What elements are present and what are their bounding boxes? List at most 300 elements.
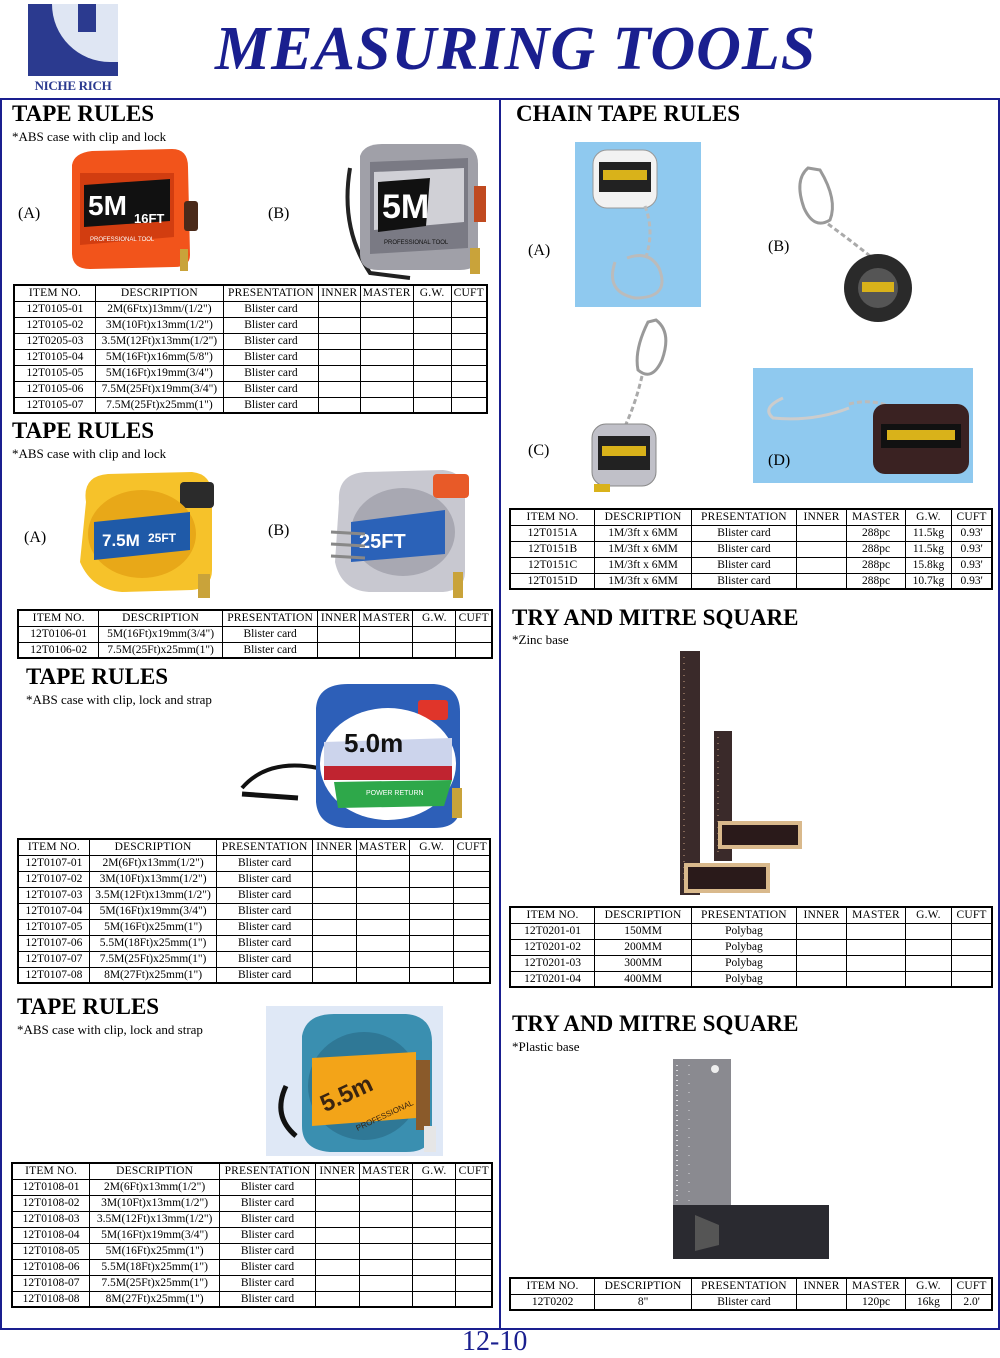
tape-print: 5M xyxy=(88,190,127,221)
column-header: ITEM NO. xyxy=(12,1163,90,1179)
table-row xyxy=(18,855,490,871)
section-subtitle: *ABS case with clip, lock and strap xyxy=(26,692,212,707)
column-header: MASTER xyxy=(847,907,905,923)
table-cell xyxy=(412,1259,456,1275)
table-cell xyxy=(454,887,490,903)
section-title: TAPE RULES xyxy=(12,418,155,443)
table-cell xyxy=(315,1275,359,1291)
table-cell: 12T0105-05 xyxy=(14,365,95,381)
column-header: G.W. xyxy=(905,1278,951,1294)
table-cell: 12T0108-07 xyxy=(12,1275,90,1291)
table-cell: 2M(6Ft)x13mm(1/2") xyxy=(90,1179,220,1195)
table-cell xyxy=(413,365,451,381)
table-cell: 12T0151D xyxy=(510,573,595,589)
table-cell: 12T0107-07 xyxy=(18,951,89,967)
spec-table xyxy=(509,508,993,590)
table-cell: Blister card xyxy=(223,349,318,365)
table-row xyxy=(12,1259,492,1275)
tape-print: 7.5M xyxy=(102,531,140,550)
table-cell: 10.7kg xyxy=(905,573,951,589)
table-cell xyxy=(360,397,413,413)
column-header: MASTER xyxy=(847,1278,905,1294)
table-header-row xyxy=(18,610,492,626)
column-header: CUFT xyxy=(952,1278,992,1294)
column-header: INNER xyxy=(318,285,360,301)
table-cell: Blister card xyxy=(220,1259,316,1275)
table-cell: 8M(27Ft)x25mm(1") xyxy=(89,967,216,983)
table-cell xyxy=(454,903,490,919)
table-cell xyxy=(454,967,490,983)
section-subtitle: *Plastic base xyxy=(512,1039,580,1054)
table-cell xyxy=(451,349,487,365)
chain-tape-c-image xyxy=(576,312,676,497)
table-cell: 3.5M(12Ft)x13mm(1/2") xyxy=(95,333,223,349)
table-cell: 12T0151A xyxy=(510,525,595,541)
table-cell: 11.5kg xyxy=(905,525,951,541)
tape-rule-a-image xyxy=(72,462,222,602)
tape-print: PROFESSIONAL xyxy=(354,1098,415,1133)
table-cell xyxy=(409,919,454,935)
table-cell: Blister card xyxy=(220,1275,316,1291)
table-cell: 11.5kg xyxy=(905,541,951,557)
table-cell xyxy=(456,626,492,642)
table-cell xyxy=(796,939,846,955)
table-cell: Blister card xyxy=(223,333,318,349)
table-row xyxy=(14,333,487,349)
column-header: ITEM NO. xyxy=(18,839,89,855)
table-row xyxy=(18,642,492,658)
table-row xyxy=(12,1275,492,1291)
table-cell xyxy=(456,642,492,658)
tape-print: 25FT xyxy=(148,531,177,545)
table-cell: 12T0108-08 xyxy=(12,1291,90,1307)
product-label: (C) xyxy=(528,442,550,459)
table-cell xyxy=(359,1195,412,1211)
product-label: (B) xyxy=(768,238,790,255)
table-cell: 12T0107-08 xyxy=(18,967,89,983)
column-header: CUFT xyxy=(456,610,492,626)
table-cell: 3M(10Ft)x13mm(1/2") xyxy=(89,871,216,887)
tape-rule-b-image xyxy=(330,138,500,283)
column-header: DESCRIPTION xyxy=(595,509,692,525)
table-cell xyxy=(315,1227,359,1243)
table-cell: 12T0107-02 xyxy=(18,871,89,887)
table-cell xyxy=(409,951,454,967)
table-cell xyxy=(315,1211,359,1227)
table-cell: 8" xyxy=(595,1294,692,1310)
section-subtitle: *ABS case with clip, lock and strap xyxy=(17,1022,203,1037)
table-header-row xyxy=(510,907,992,923)
table-row xyxy=(12,1179,492,1195)
table-cell: 1M/3ft x 6MM xyxy=(595,525,692,541)
table-cell xyxy=(952,923,992,939)
table-header-row xyxy=(510,509,992,525)
table-cell: 400MM xyxy=(595,971,692,987)
table-cell: Blister card xyxy=(217,935,313,951)
table-cell xyxy=(451,317,487,333)
table-cell: 1M/3ft x 6MM xyxy=(595,557,692,573)
spec-table xyxy=(11,1162,493,1308)
table-cell: 7.5M(25Ft)x25mm(1") xyxy=(89,951,216,967)
tape-rule-image xyxy=(238,678,468,838)
table-cell: 12T0108-06 xyxy=(12,1259,90,1275)
table-cell xyxy=(456,1259,492,1275)
column-header: CUFT xyxy=(456,1163,492,1179)
table-cell: Blister card xyxy=(223,317,318,333)
tape-print: 25FT xyxy=(359,531,406,553)
table-cell: 0.93' xyxy=(952,541,992,557)
table-cell xyxy=(360,642,413,658)
table-cell: 12T0107-05 xyxy=(18,919,89,935)
page-title: MEASURING TOOLS xyxy=(215,15,817,83)
column-header: DESCRIPTION xyxy=(99,610,222,626)
table-cell xyxy=(456,1275,492,1291)
table-cell: Blister card xyxy=(223,301,318,317)
product-label: (D) xyxy=(768,452,791,469)
table-cell: 12T0108-03 xyxy=(12,1211,90,1227)
table-cell: 5.5M(18Ft)x25mm(1") xyxy=(89,935,216,951)
column-header: PRESENTATION xyxy=(220,1163,316,1179)
table-cell xyxy=(796,923,846,939)
table-row xyxy=(510,525,992,541)
table-cell: 3.5M(12Ft)x13mm(1/2") xyxy=(89,887,216,903)
table-cell xyxy=(315,1259,359,1275)
brand-logo xyxy=(28,4,118,96)
column-header: MASTER xyxy=(356,839,409,855)
table-row xyxy=(18,967,490,983)
column-header: CUFT xyxy=(451,285,487,301)
product-label: (B) xyxy=(268,522,290,539)
table-cell: Blister card xyxy=(691,557,796,573)
table-cell xyxy=(796,1294,846,1310)
table-cell xyxy=(413,317,451,333)
table-cell xyxy=(356,967,409,983)
table-row xyxy=(18,887,490,903)
table-cell: 12T0106-02 xyxy=(18,642,99,658)
table-cell xyxy=(413,333,451,349)
table-cell xyxy=(796,541,846,557)
tape-print: 16FT xyxy=(134,211,165,226)
table-cell: 12T0201-04 xyxy=(510,971,595,987)
table-cell xyxy=(360,317,413,333)
column-header: ITEM NO. xyxy=(14,285,95,301)
table-cell xyxy=(312,887,356,903)
column-header: PRESENTATION xyxy=(691,1278,796,1294)
table-cell: 7.5M(25Ft)x25mm(1") xyxy=(99,642,222,658)
table-cell: Blister card xyxy=(220,1243,316,1259)
table-cell: Polybag xyxy=(691,955,796,971)
section-subtitle: *ABS case with clip and lock xyxy=(12,446,167,461)
table-cell: 0.93' xyxy=(952,525,992,541)
table-cell: 12T0108-01 xyxy=(12,1179,90,1195)
table-cell xyxy=(318,365,360,381)
table-cell: 1M/3ft x 6MM xyxy=(595,573,692,589)
table-cell xyxy=(451,381,487,397)
column-header: G.W. xyxy=(409,839,454,855)
table-cell: 12T0107-06 xyxy=(18,935,89,951)
spec-table xyxy=(13,284,488,414)
column-header: INNER xyxy=(796,1278,846,1294)
table-cell xyxy=(413,349,451,365)
column-header: CUFT xyxy=(454,839,490,855)
table-row xyxy=(18,935,490,951)
table-cell xyxy=(315,1243,359,1259)
section-title: TAPE RULES xyxy=(12,101,155,126)
table-cell xyxy=(359,1179,412,1195)
table-cell xyxy=(454,951,490,967)
table-cell: 7.5M(25Ft)x19mm(3/4") xyxy=(95,381,223,397)
table-cell xyxy=(454,919,490,935)
column-header: ITEM NO. xyxy=(510,509,595,525)
table-cell xyxy=(312,919,356,935)
column-header: MASTER xyxy=(360,285,413,301)
table-cell: 1M/3ft x 6MM xyxy=(595,541,692,557)
table-row xyxy=(510,541,992,557)
product-label: (A) xyxy=(18,205,41,222)
table-cell xyxy=(413,642,456,658)
table-cell xyxy=(456,1227,492,1243)
table-cell xyxy=(451,333,487,349)
table-row xyxy=(510,557,992,573)
column-header: DESCRIPTION xyxy=(595,907,692,923)
column-header: MASTER xyxy=(360,610,413,626)
product-label: (B) xyxy=(268,205,290,222)
table-cell: 5M(16Ft)x19mm(3/4") xyxy=(89,903,216,919)
table-cell: 12T0105-06 xyxy=(14,381,95,397)
table-cell xyxy=(413,397,451,413)
table-cell: Blister card xyxy=(220,1179,316,1195)
table-cell xyxy=(318,333,360,349)
table-cell xyxy=(356,887,409,903)
table-cell: Blister card xyxy=(217,951,313,967)
table-row xyxy=(510,573,992,589)
spec-table xyxy=(17,609,493,659)
table-cell: 16kg xyxy=(905,1294,951,1310)
section-subtitle: *Zinc base xyxy=(512,632,569,647)
table-cell xyxy=(409,935,454,951)
table-cell xyxy=(409,903,454,919)
table-row xyxy=(12,1227,492,1243)
table-cell xyxy=(456,1243,492,1259)
section-subtitle: *ABS case with clip and lock xyxy=(12,129,167,144)
tape-print: PROFESSIONAL TOOL xyxy=(384,240,449,246)
section-title: TAPE RULES xyxy=(17,994,160,1019)
table-cell xyxy=(312,967,356,983)
table-cell: 3.5M(12Ft)x13mm(1/2") xyxy=(90,1211,220,1227)
table-cell: 5.5M(18Ft)x25mm(1") xyxy=(90,1259,220,1275)
table-header-row xyxy=(510,1278,992,1294)
table-cell xyxy=(356,919,409,935)
table-cell xyxy=(905,971,951,987)
table-cell xyxy=(356,903,409,919)
table-row xyxy=(510,923,992,939)
tape-print: PROFESSIONAL TOOL xyxy=(90,237,155,243)
chain-tape-a-image xyxy=(575,142,701,307)
table-cell xyxy=(360,349,413,365)
table-cell xyxy=(952,939,992,955)
table-cell xyxy=(409,967,454,983)
table-cell xyxy=(359,1227,412,1243)
brand-name: NICHE RICH xyxy=(34,78,112,93)
spec-table xyxy=(17,838,491,984)
table-cell: Blister card xyxy=(217,967,313,983)
table-cell: 5M(16Ft)x19mm(3/4") xyxy=(90,1227,220,1243)
table-cell xyxy=(318,381,360,397)
table-cell xyxy=(359,1291,412,1307)
table-cell: 12T0201-01 xyxy=(510,923,595,939)
table-cell: 15.8kg xyxy=(905,557,951,573)
table-cell xyxy=(360,626,413,642)
table-cell: 288pc xyxy=(847,525,905,541)
table-cell xyxy=(318,397,360,413)
tape-rule-b-image xyxy=(325,462,475,602)
chain-tape-b-image xyxy=(790,160,915,330)
table-cell xyxy=(847,939,905,955)
table-cell xyxy=(412,1275,456,1291)
table-row xyxy=(12,1195,492,1211)
page-number: 12-10 xyxy=(462,1326,528,1357)
section-title: TRY AND MITRE SQUARE xyxy=(512,605,799,630)
table-cell xyxy=(409,871,454,887)
table-cell xyxy=(359,1259,412,1275)
column-header: PRESENTATION xyxy=(217,839,313,855)
column-header: CUFT xyxy=(952,907,992,923)
table-cell xyxy=(413,381,451,397)
table-cell xyxy=(318,317,360,333)
column-header: PRESENTATION xyxy=(222,610,318,626)
table-cell xyxy=(847,923,905,939)
table-cell: 5M(16Ft)x25mm(1") xyxy=(89,919,216,935)
table-row xyxy=(510,971,992,987)
table-cell: Blister card xyxy=(691,1294,796,1310)
table-cell: Blister card xyxy=(220,1211,316,1227)
table-cell xyxy=(847,955,905,971)
tape-print: 5M xyxy=(382,188,430,226)
table-cell xyxy=(456,1211,492,1227)
table-header-row xyxy=(18,839,490,855)
table-header-row xyxy=(14,285,487,301)
table-cell xyxy=(318,349,360,365)
table-cell: 3M(10Ft)x13mm(1/2") xyxy=(90,1195,220,1211)
table-cell: 12T0201-02 xyxy=(510,939,595,955)
table-cell xyxy=(359,1275,412,1291)
table-cell: 12T0105-01 xyxy=(14,301,95,317)
table-row xyxy=(14,349,487,365)
table-cell: Blister card xyxy=(222,642,318,658)
column-header: ITEM NO. xyxy=(510,1278,595,1294)
column-header: PRESENTATION xyxy=(223,285,318,301)
table-cell xyxy=(412,1211,456,1227)
section-title: CHAIN TAPE RULES xyxy=(516,101,741,126)
table-cell xyxy=(360,381,413,397)
table-row xyxy=(14,301,487,317)
table-cell xyxy=(952,971,992,987)
table-cell xyxy=(454,855,490,871)
column-header: INNER xyxy=(796,907,846,923)
table-row xyxy=(18,903,490,919)
table-row xyxy=(12,1211,492,1227)
table-cell: Blister card xyxy=(220,1195,316,1211)
table-cell: 12T0151B xyxy=(510,541,595,557)
table-cell: 12T0105-07 xyxy=(14,397,95,413)
table-cell: Blister card xyxy=(220,1227,316,1243)
table-row xyxy=(12,1291,492,1307)
table-cell: 288pc xyxy=(847,541,905,557)
table-cell: 12T0201-03 xyxy=(510,955,595,971)
table-cell: Blister card xyxy=(223,397,318,413)
tape-print: 5.0m xyxy=(344,728,404,758)
table-cell xyxy=(409,887,454,903)
table-cell xyxy=(905,939,951,955)
table-row xyxy=(510,955,992,971)
table-cell: Blister card xyxy=(217,871,313,887)
table-cell: 3M(10Ft)x13mm(1/2") xyxy=(95,317,223,333)
table-cell: Polybag xyxy=(691,939,796,955)
table-cell xyxy=(952,955,992,971)
column-header: DESCRIPTION xyxy=(595,1278,692,1294)
table-cell: 5M(16Ft)x19mm(3/4") xyxy=(99,626,222,642)
column-header: INNER xyxy=(315,1163,359,1179)
table-cell xyxy=(356,951,409,967)
column-header: CUFT xyxy=(952,509,992,525)
column-header: PRESENTATION xyxy=(691,907,796,923)
table-cell: Blister card xyxy=(217,855,313,871)
table-cell xyxy=(360,365,413,381)
table-cell: 7.5M(25Ft)x25mm(1") xyxy=(90,1275,220,1291)
table-cell: 2M(6Ftx)13mm/(1/2") xyxy=(95,301,223,317)
table-cell xyxy=(413,301,451,317)
table-cell: 12T0108-04 xyxy=(12,1227,90,1243)
table-cell xyxy=(796,573,846,589)
table-cell xyxy=(412,1195,456,1211)
table-cell: Blister card xyxy=(217,903,313,919)
table-cell: 2M(6Ft)x13mm(1/2") xyxy=(89,855,216,871)
column-header: DESCRIPTION xyxy=(90,1163,220,1179)
table-cell: 8M(27Ft)x25mm(1") xyxy=(90,1291,220,1307)
table-cell xyxy=(315,1179,359,1195)
product-label: (A) xyxy=(24,529,47,546)
table-cell xyxy=(312,935,356,951)
table-cell xyxy=(318,626,360,642)
table-cell xyxy=(312,871,356,887)
table-cell: 12T0106-01 xyxy=(18,626,99,642)
table-cell: 300MM xyxy=(595,955,692,971)
table-cell: 0.93' xyxy=(952,573,992,589)
table-cell xyxy=(312,951,356,967)
table-row xyxy=(14,397,487,413)
table-cell xyxy=(454,935,490,951)
table-cell: 5M(16Ft)x25mm(1") xyxy=(90,1243,220,1259)
table-row xyxy=(18,626,492,642)
section-title: TAPE RULES xyxy=(26,664,169,689)
table-cell xyxy=(360,333,413,349)
table-cell xyxy=(454,871,490,887)
table-cell xyxy=(451,397,487,413)
table-cell: 2.0' xyxy=(952,1294,992,1310)
try-square-plastic-image xyxy=(665,1055,835,1265)
table-cell: Blister card xyxy=(222,626,318,642)
table-cell: 12T0105-04 xyxy=(14,349,95,365)
table-cell: 7.5M(25Ft)x25mm(1") xyxy=(95,397,223,413)
product-label: (A) xyxy=(528,242,551,259)
table-cell xyxy=(796,971,846,987)
table-cell xyxy=(451,301,487,317)
column-header: INNER xyxy=(318,610,360,626)
table-row xyxy=(14,381,487,397)
table-cell xyxy=(318,301,360,317)
table-cell xyxy=(359,1243,412,1259)
column-header: G.W. xyxy=(413,610,456,626)
